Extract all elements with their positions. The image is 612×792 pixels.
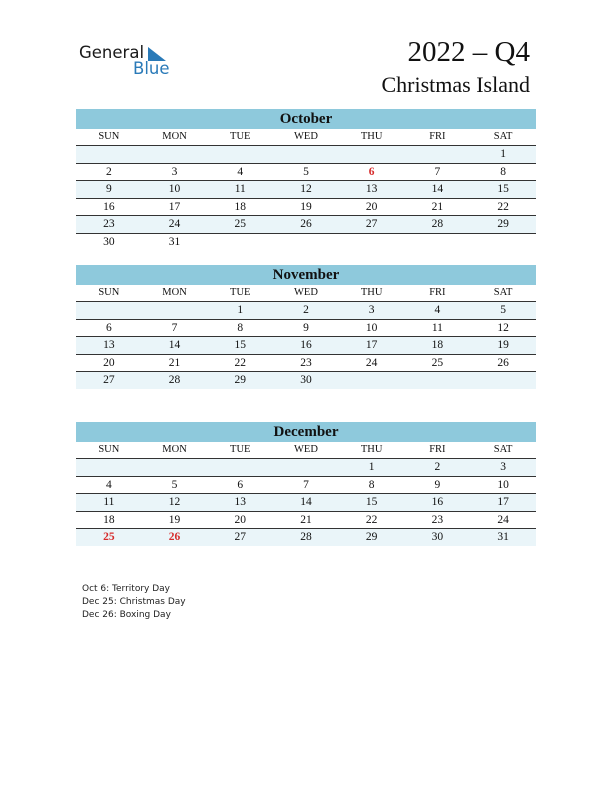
day-cell: 26 (142, 529, 208, 546)
day-cell: 19 (470, 337, 536, 355)
day-cell: 20 (207, 511, 273, 529)
day-cell: 11 (207, 181, 273, 199)
day-cell: 22 (207, 354, 273, 372)
page-subtitle: Christmas Island (381, 72, 530, 97)
day-cell: 25 (207, 216, 273, 234)
day-cell: 3 (142, 163, 208, 181)
day-cell: 6 (339, 163, 405, 181)
day-cell: 11 (76, 494, 142, 512)
day-cell: 2 (76, 163, 142, 181)
day-cell: 13 (339, 181, 405, 199)
week-row (76, 146, 536, 164)
day-cell: 10 (339, 319, 405, 337)
empty-day-cell (76, 302, 142, 320)
week-row (76, 233, 536, 250)
empty-day-cell (339, 233, 405, 250)
week-row (76, 372, 536, 389)
day-cell: 21 (405, 198, 471, 216)
day-cell: 30 (273, 372, 339, 389)
empty-day-cell (470, 372, 536, 389)
day-cell: 16 (273, 337, 339, 355)
weekday-label: FRI (405, 285, 471, 302)
week-row (76, 494, 536, 512)
day-cell: 9 (76, 181, 142, 199)
week-row (76, 216, 536, 234)
weekday-label: SUN (76, 285, 142, 302)
day-cell: 23 (273, 354, 339, 372)
day-cell: 25 (76, 529, 142, 546)
day-cell: 5 (470, 302, 536, 320)
calendar-grid (76, 285, 536, 389)
week-row (76, 163, 536, 181)
day-cell: 29 (339, 529, 405, 546)
day-cell: 8 (339, 476, 405, 494)
weekday-label: TUE (207, 442, 273, 459)
day-cell: 18 (76, 511, 142, 529)
day-cell: 15 (339, 494, 405, 512)
day-cell: 28 (405, 216, 471, 234)
logo (79, 43, 179, 79)
day-cell: 17 (339, 337, 405, 355)
day-cell: 31 (168, 235, 181, 248)
day-cell: 27 (76, 372, 142, 389)
holiday-note: Dec 26: Boxing Day (82, 610, 171, 620)
week-row (76, 337, 536, 355)
day-cell: 27 (339, 216, 405, 234)
empty-day-cell (207, 233, 273, 250)
day-cell: 20 (76, 354, 142, 372)
month-title: December (76, 422, 536, 442)
day-cell: 25 (405, 354, 471, 372)
day-cell: 4 (207, 163, 273, 181)
day-cell: 16 (405, 494, 471, 512)
day-cell: 12 (142, 494, 208, 512)
day-cell: 21 (142, 354, 208, 372)
day-cell: 15 (470, 181, 536, 199)
day-cell: 22 (339, 511, 405, 529)
weekday-label: SAT (470, 129, 536, 146)
weekday-label: WED (273, 129, 339, 146)
day-cell: 14 (142, 337, 208, 355)
empty-day-cell (405, 146, 471, 164)
weekday-label: SUN (76, 129, 142, 146)
day-cell: 23 (76, 216, 142, 234)
weekday-label: FRI (405, 129, 471, 146)
holiday-note: Dec 25: Christmas Day (82, 597, 186, 607)
day-cell: 18 (405, 337, 471, 355)
month-title: October (76, 109, 536, 129)
day-cell: 6 (207, 476, 273, 494)
day-cell: 1 (207, 302, 273, 320)
month-october (76, 109, 536, 250)
weekday-label: FRI (405, 442, 471, 459)
day-cell: 14 (405, 181, 471, 199)
empty-day-cell (76, 459, 142, 477)
day-cell: 1 (470, 146, 536, 164)
empty-day-cell (142, 459, 208, 477)
month-november (76, 265, 536, 389)
day-cell: 13 (76, 337, 142, 355)
weekday-label: WED (273, 442, 339, 459)
day-cell: 19 (273, 198, 339, 216)
empty-day-cell (76, 146, 142, 164)
day-cell: 3 (339, 302, 405, 320)
day-cell: 24 (339, 354, 405, 372)
day-cell: 28 (273, 529, 339, 546)
empty-day-cell (273, 233, 339, 250)
week-row (76, 459, 536, 477)
holiday-notes (82, 583, 186, 622)
day-cell: 28 (142, 372, 208, 389)
day-cell: 24 (142, 216, 208, 234)
day-cell: 1 (339, 459, 405, 477)
week-row (76, 302, 536, 320)
day-cell: 2 (405, 459, 471, 477)
day-cell: 4 (405, 302, 471, 320)
day-cell: 20 (339, 198, 405, 216)
page-title: 2022 – Q4 (407, 36, 530, 68)
day-cell: 3 (470, 459, 536, 477)
logo-text-general: General (79, 43, 145, 62)
day-cell: 8 (207, 319, 273, 337)
week-row (76, 319, 536, 337)
weekday-header-row (76, 442, 536, 459)
month-december (76, 422, 536, 546)
empty-day-cell (339, 146, 405, 164)
day-cell: 30 (103, 235, 115, 248)
weekday-label: SUN (76, 442, 142, 459)
day-cell: 18 (207, 198, 273, 216)
day-cell: 2 (273, 302, 339, 320)
week-row (76, 354, 536, 372)
weekday-label: SAT (470, 442, 536, 459)
empty-day-cell (142, 302, 208, 320)
day-cell: 17 (470, 494, 536, 512)
day-cell: 26 (273, 216, 339, 234)
day-cell: 12 (273, 181, 339, 199)
day-cell: 12 (470, 319, 536, 337)
week-row (76, 529, 536, 546)
day-cell: 5 (273, 163, 339, 181)
day-cell: 10 (142, 181, 208, 199)
weekday-label: TUE (207, 129, 273, 146)
day-cell: 16 (76, 198, 142, 216)
day-cell: 21 (273, 511, 339, 529)
empty-day-cell (142, 146, 208, 164)
week-row (76, 181, 536, 199)
week-row (76, 511, 536, 529)
day-cell: 19 (142, 511, 208, 529)
day-cell: 11 (405, 319, 471, 337)
weekday-label: THU (339, 129, 405, 146)
weekday-label: SAT (470, 285, 536, 302)
day-cell: 7 (142, 319, 208, 337)
day-cell: 31 (470, 529, 536, 546)
day-cell: 23 (405, 511, 471, 529)
empty-day-cell (470, 233, 536, 250)
weekday-label: WED (273, 285, 339, 302)
weekday-label: THU (339, 285, 405, 302)
weekday-label: MON (142, 285, 208, 302)
empty-day-cell (405, 372, 471, 389)
day-cell: 24 (470, 511, 536, 529)
week-row (76, 198, 536, 216)
logo-text-blue: Blue (133, 59, 170, 78)
day-cell: 17 (142, 198, 208, 216)
day-cell: 13 (207, 494, 273, 512)
day-cell: 29 (470, 216, 536, 234)
day-cell: 22 (470, 198, 536, 216)
day-cell: 9 (405, 476, 471, 494)
empty-day-cell (339, 372, 405, 389)
day-cell: 4 (76, 476, 142, 494)
weekday-label: MON (142, 129, 208, 146)
day-cell: 9 (273, 319, 339, 337)
weekday-label: MON (142, 442, 208, 459)
weekday-header-row (76, 285, 536, 302)
day-cell: 26 (470, 354, 536, 372)
holiday-note: Oct 6: Territory Day (82, 584, 170, 594)
day-cell: 30 (405, 529, 471, 546)
day-cell: 6 (76, 319, 142, 337)
day-cell: 29 (207, 372, 273, 389)
calendar-grid (76, 442, 536, 546)
empty-day-cell (273, 459, 339, 477)
weekday-label: THU (339, 442, 405, 459)
day-cell: 14 (273, 494, 339, 512)
day-cell: 15 (207, 337, 273, 355)
empty-day-cell (207, 146, 273, 164)
day-cell: 10 (470, 476, 536, 494)
day-cell: 5 (142, 476, 208, 494)
week-row (76, 476, 536, 494)
month-title: November (76, 265, 536, 285)
empty-day-cell (405, 233, 471, 250)
day-cell: 7 (273, 476, 339, 494)
empty-day-cell (207, 459, 273, 477)
empty-day-cell (273, 146, 339, 164)
day-cell: 8 (470, 163, 536, 181)
weekday-label: TUE (207, 285, 273, 302)
calendar-grid (76, 129, 536, 250)
weekday-header-row (76, 129, 536, 146)
day-cell: 27 (207, 529, 273, 546)
day-cell: 7 (405, 163, 471, 181)
